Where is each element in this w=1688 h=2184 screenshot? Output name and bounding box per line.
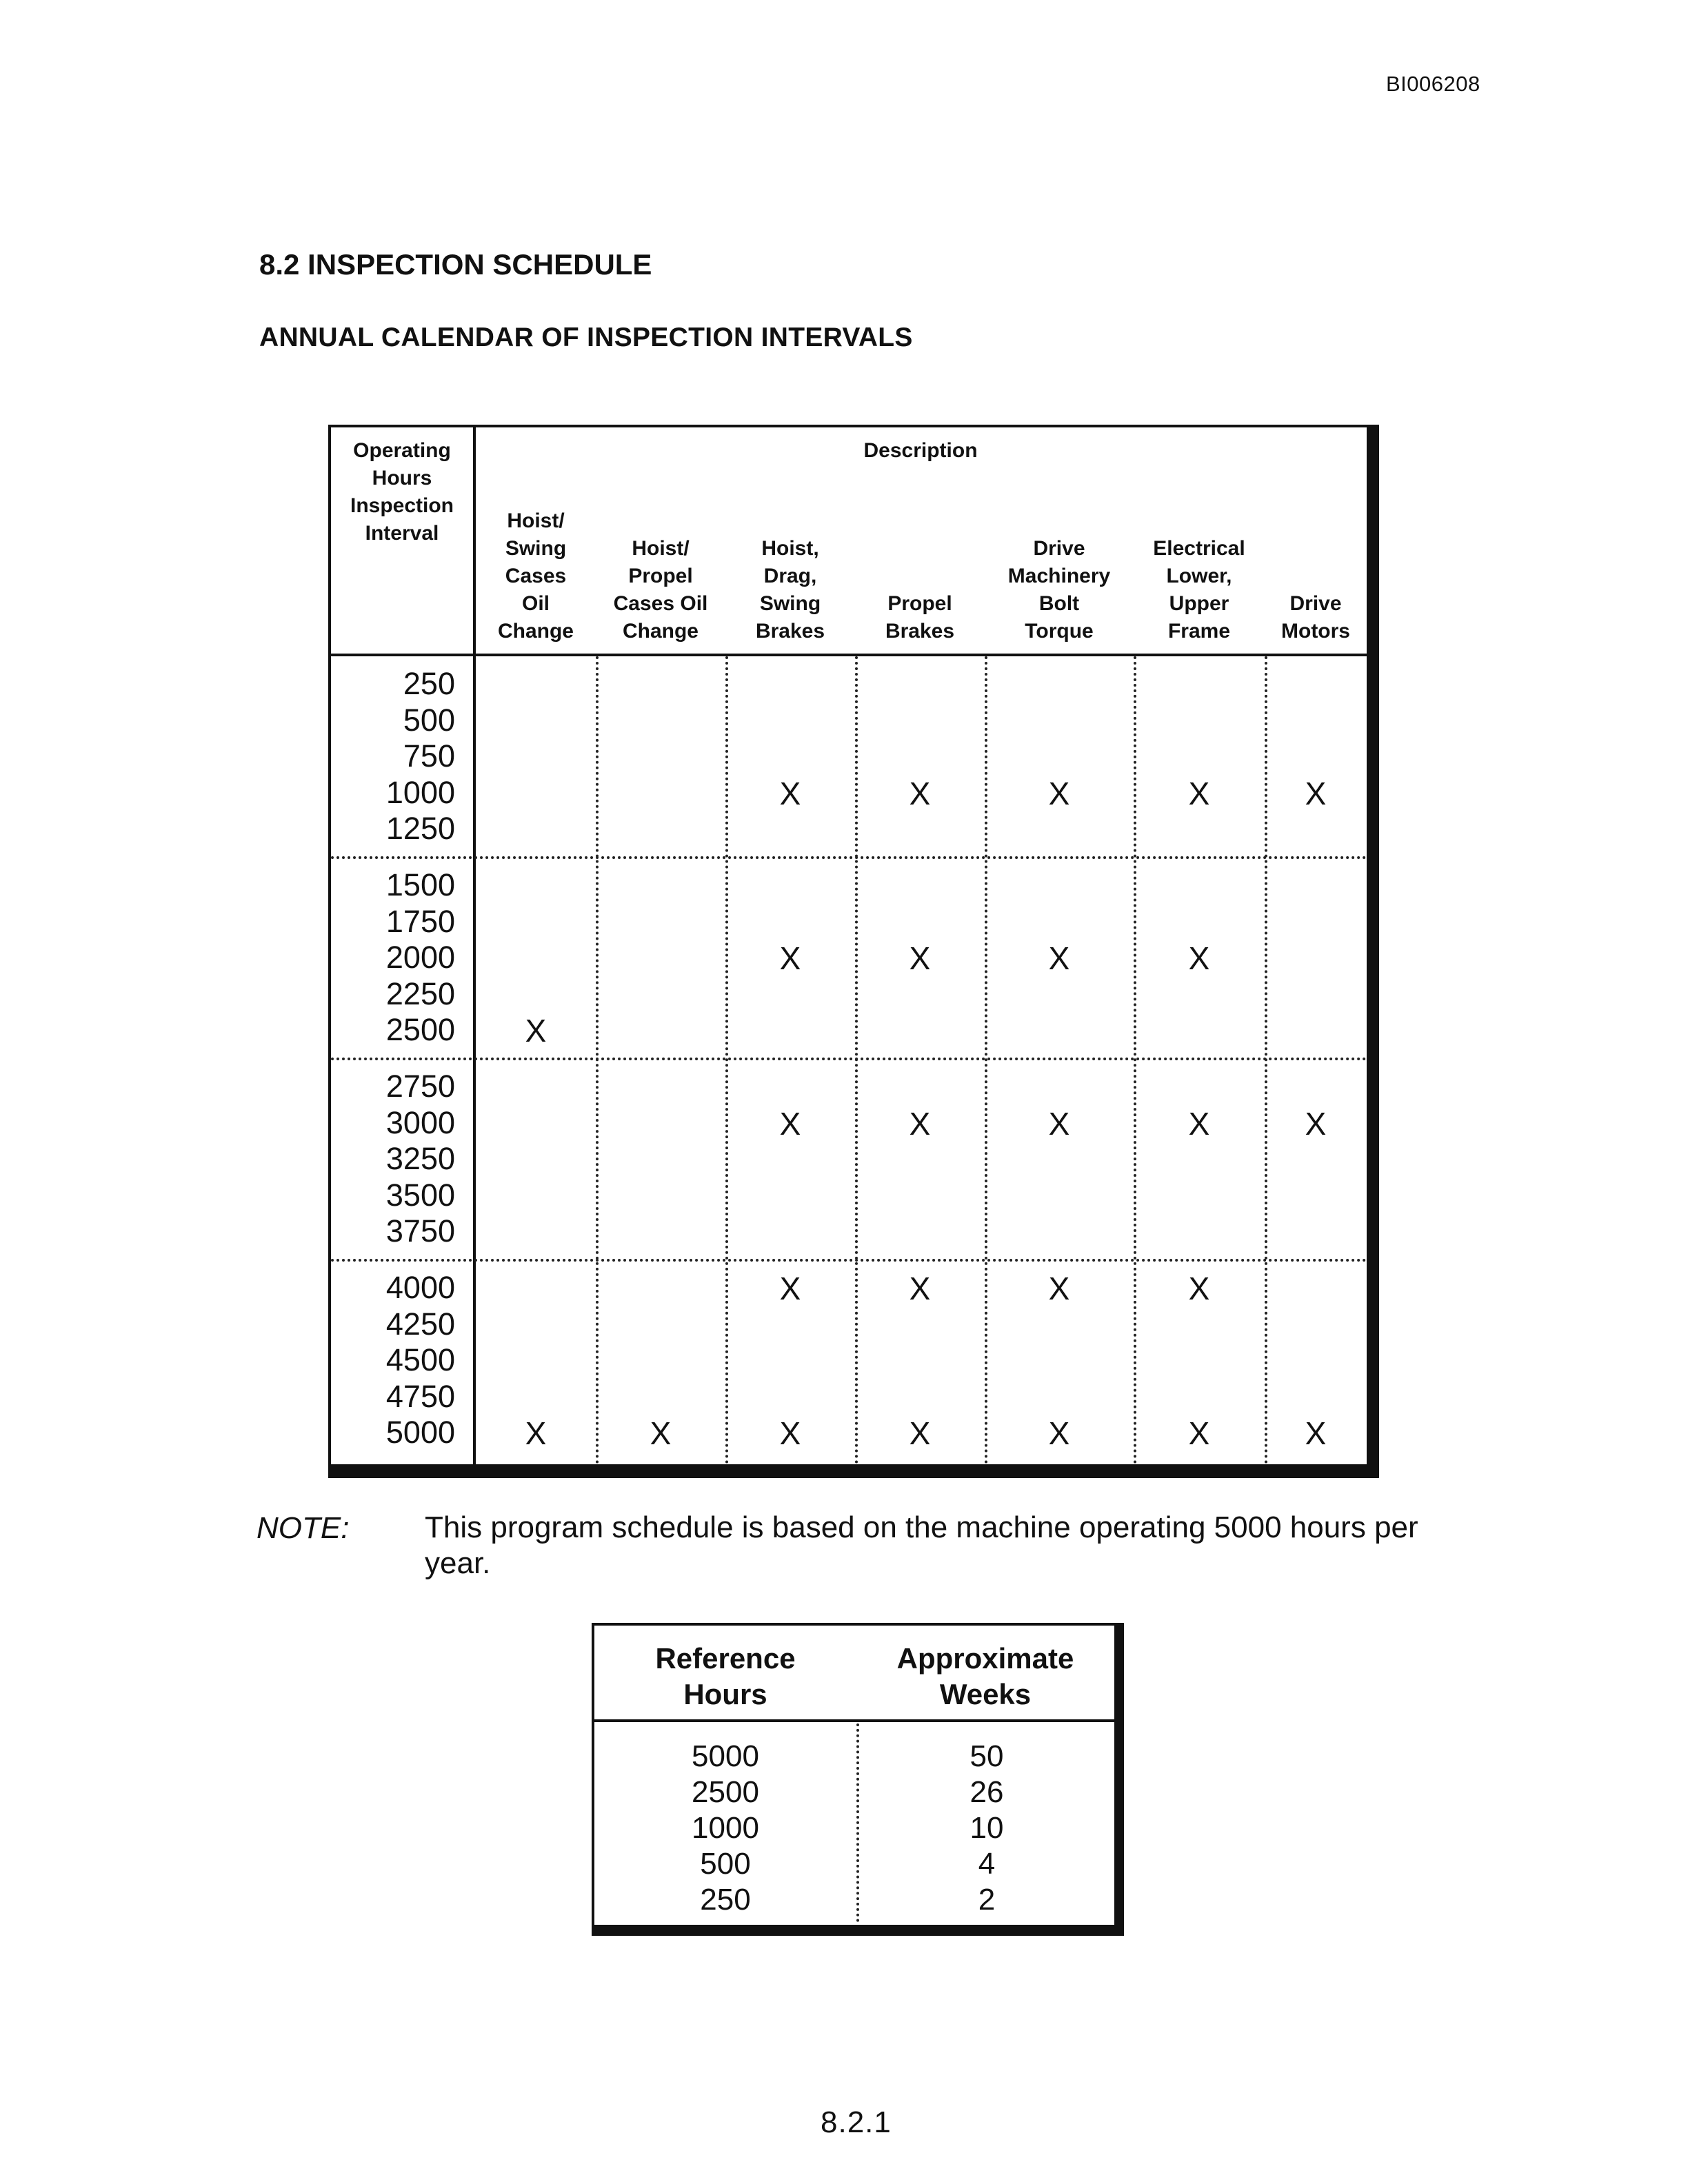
inspection-mark: X	[1048, 775, 1070, 811]
group-divider	[331, 1058, 1367, 1060]
sub-title: ANNUAL CALENDAR OF INSPECTION INTERVALS	[259, 323, 913, 352]
approximate-weeks-header: Approximate Weeks	[896, 1642, 1074, 1710]
column-divider	[1265, 656, 1267, 1464]
inspection-mark: X	[909, 940, 931, 976]
inspection-mark: X	[1188, 775, 1210, 811]
approximate-weeks-value: 50	[969, 1739, 1004, 1773]
inspection-mark: X	[1048, 940, 1070, 976]
operating-hours-value: 4250	[385, 1306, 455, 1342]
inspection-mark: X	[1188, 940, 1210, 976]
reference-table	[592, 1623, 1124, 1936]
header-divider	[331, 654, 1367, 656]
approximate-weeks-value: 10	[969, 1811, 1004, 1845]
inspection-mark: X	[1188, 1105, 1210, 1142]
note-text: This program schedule is based on the machine operating 5000 hours per year.	[425, 1510, 1418, 1580]
operating-hours-value: 1500	[385, 867, 455, 902]
inspection-mark: X	[779, 940, 801, 976]
note-label: NOTE:	[257, 1511, 350, 1545]
operating-hours-value: 3250	[385, 1141, 455, 1176]
operating-hours-value: 5000	[385, 1415, 455, 1450]
inspection-mark: X	[779, 775, 801, 811]
column-header: Hoist/ Propel Cases Oil Change	[613, 537, 708, 643]
approximate-weeks-list	[859, 1739, 1114, 1918]
reference-hours-value: 500	[700, 1847, 751, 1881]
column-header: Drive Machinery Bolt Torque	[1007, 537, 1111, 643]
description-header: Description	[863, 439, 978, 462]
operating-hours-group	[331, 1270, 455, 1451]
reference-hours-value: 250	[700, 1883, 751, 1917]
inspection-mark: X	[1188, 1271, 1210, 1306]
inspection-mark: X	[779, 1271, 801, 1306]
group-divider	[331, 1259, 1367, 1262]
reference-hours-list	[594, 1739, 856, 1918]
column-header: Hoist, Drag, Swing Brakes	[755, 537, 825, 643]
operating-hours-value: 4750	[385, 1378, 455, 1414]
operating-hours-value: 4000	[385, 1270, 455, 1305]
inspection-mark: X	[525, 1415, 547, 1451]
operating-hours-value: 500	[403, 702, 455, 738]
operating-hours-group	[331, 867, 455, 1049]
inspection-schedule-table	[328, 425, 1379, 1478]
column-header: Electrical Lower, Upper Frame	[1153, 537, 1245, 643]
inspection-mark: X	[1305, 1415, 1327, 1451]
inspection-mark: X	[1305, 1105, 1327, 1142]
column-divider	[596, 656, 599, 1464]
approximate-weeks-value: 4	[978, 1847, 996, 1881]
operating-hours-value: 1250	[385, 811, 455, 846]
inspection-mark: X	[909, 1415, 931, 1451]
document-id: BI006208	[1386, 72, 1480, 96]
first-column-divider	[473, 427, 476, 1464]
operating-hours-value: 2500	[385, 1012, 455, 1047]
group-divider	[331, 856, 1367, 859]
section-title: 8.2 INSPECTION SCHEDULE	[259, 248, 652, 281]
operating-hours-value: 1750	[385, 903, 455, 939]
operating-hours-value: 250	[403, 666, 455, 701]
operating-hours-value: 4500	[385, 1342, 455, 1377]
operating-hours-value: 2250	[385, 975, 455, 1011]
inspection-mark: X	[650, 1415, 672, 1451]
column-header: Drive Motors	[1281, 592, 1350, 643]
operating-hours-header: Operating Hours Inspection Interval	[350, 439, 454, 545]
operating-hours-value: 3500	[385, 1177, 455, 1213]
operating-hours-value: 3000	[385, 1104, 455, 1140]
column-divider	[985, 656, 987, 1464]
approximate-weeks-value: 26	[969, 1775, 1004, 1809]
inspection-mark: X	[1188, 1415, 1210, 1451]
inspection-mark: X	[1305, 775, 1327, 811]
inspection-mark: X	[779, 1415, 801, 1451]
inspection-mark: X	[525, 1013, 547, 1049]
operating-hours-value: 2750	[385, 1069, 455, 1104]
inspection-mark: X	[1048, 1105, 1070, 1142]
inspection-mark: X	[909, 1271, 931, 1306]
operating-hours-value: 2000	[385, 940, 455, 975]
inspection-mark: X	[1048, 1271, 1070, 1306]
reference-header-divider	[594, 1719, 1114, 1722]
column-header: Propel Brakes	[885, 592, 955, 643]
page-number: 8.2.1	[821, 2105, 892, 2139]
reference-hours-value: 1000	[692, 1811, 759, 1845]
inspection-mark: X	[1048, 1415, 1070, 1451]
operating-hours-value: 3750	[385, 1213, 455, 1248]
inspection-mark: X	[909, 775, 931, 811]
approximate-weeks-value: 2	[978, 1883, 996, 1917]
reference-hours-value: 2500	[692, 1775, 759, 1809]
reference-hours-value: 5000	[692, 1739, 759, 1773]
operating-hours-value: 1000	[385, 774, 455, 810]
column-divider	[1134, 656, 1136, 1464]
operating-hours-value: 750	[403, 738, 455, 774]
inspection-mark: X	[779, 1105, 801, 1142]
column-divider	[855, 656, 858, 1464]
column-divider	[725, 656, 728, 1464]
column-header: Hoist/ Swing Cases Oil Change	[497, 509, 574, 643]
reference-hours-header: Reference Hours	[655, 1642, 796, 1710]
operating-hours-group	[331, 666, 455, 847]
operating-hours-group	[331, 1069, 455, 1250]
inspection-mark: X	[909, 1105, 931, 1142]
